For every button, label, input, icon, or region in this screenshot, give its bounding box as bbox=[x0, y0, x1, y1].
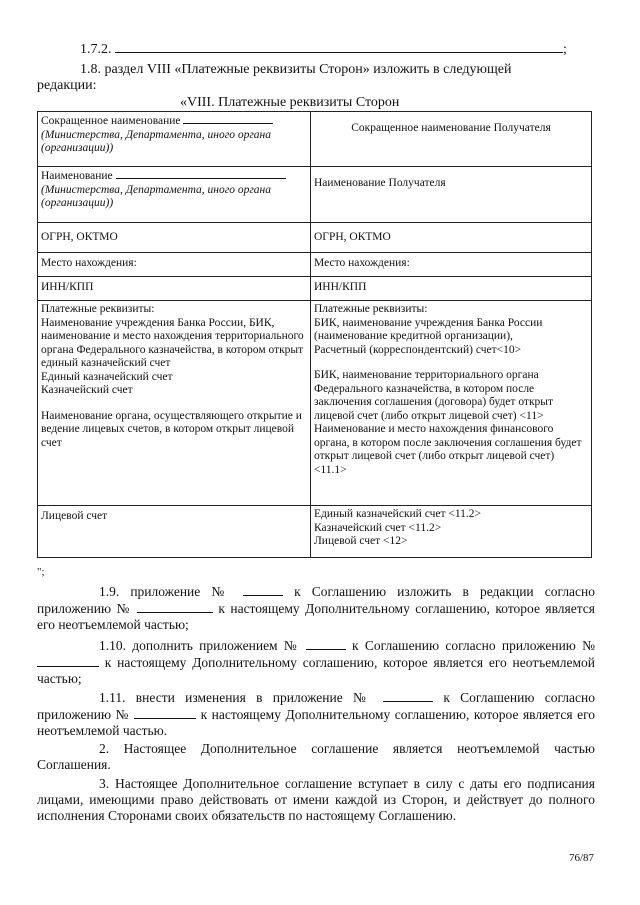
blank-line bbox=[243, 583, 283, 596]
cell-right bbox=[311, 253, 592, 277]
cell-left bbox=[38, 253, 311, 277]
cell-right bbox=[311, 223, 592, 253]
cell-text: Место нахождения: bbox=[41, 257, 137, 269]
cell-text: Наименование bbox=[41, 170, 113, 182]
cell-text: Лицевой счет <12> bbox=[314, 535, 408, 547]
cell-text: Место нахождения: bbox=[314, 257, 410, 269]
blank-line bbox=[137, 600, 213, 613]
text: к Соглашению согласно приложению № bbox=[37, 690, 595, 722]
text: 1.9. приложение № bbox=[99, 584, 232, 599]
table-title: «VIII. Платежные реквизиты Сторон bbox=[180, 95, 400, 110]
blank-line bbox=[183, 114, 273, 124]
item-1-8-line2: редакции: bbox=[37, 78, 97, 93]
cell-left bbox=[38, 112, 311, 167]
cell-text: Наименование Получателя bbox=[314, 177, 446, 189]
blank-line bbox=[37, 654, 99, 667]
spacer bbox=[314, 357, 588, 369]
cell-text: Лицевой счет bbox=[41, 510, 108, 522]
table-row bbox=[38, 277, 592, 301]
text: к настоящему Дополнительному соглашению, которое является его неотъемлемой частью. bbox=[37, 707, 596, 738]
item-1-7-2-label: 1.7.2. bbox=[80, 42, 112, 57]
payment-details-table bbox=[37, 111, 592, 558]
cell-text: Казначейский счет <11.2> bbox=[314, 521, 442, 534]
cell-text: ОГРН, ОКТМО bbox=[41, 231, 118, 243]
cell-left bbox=[38, 223, 311, 253]
cell-text: ОГРН, ОКТМО bbox=[314, 231, 391, 243]
spacer bbox=[41, 398, 307, 410]
item-1-7-2 bbox=[80, 40, 567, 58]
cell-text: Платежные реквизиты: bbox=[314, 303, 428, 315]
cell-text: Платежные реквизиты: bbox=[41, 303, 155, 315]
text: к настоящему Дополнительному соглашению, которое является его неотъемлемой частью; bbox=[37, 601, 596, 632]
paragraph-3: 3. Настоящее Дополнительное соглашение вступает в силу с даты его подписания лицами, имеющими право действовать от имени каждой из Сторон, и действует до полного исполнения Сторонами своих обязательств по настоящему Соглашению. bbox=[37, 776, 595, 823]
cell-right bbox=[311, 112, 592, 167]
item-1-7-2-end: ; bbox=[563, 42, 567, 57]
cell-text: Единый казначейский счет <11.2> bbox=[314, 508, 482, 520]
cell-text: Расчетный (корреспондентский) счет<10> bbox=[314, 343, 522, 356]
table-row bbox=[38, 223, 592, 253]
paragraph-1-11 bbox=[37, 689, 595, 739]
item-1-8-line1: 1.8. раздел VIII «Платежные реквизиты Сторон» изложить в следующей bbox=[80, 62, 512, 77]
cell-text: Наименование учреждения Банка России, БИК, наименование и место нахождения территориального органа Федерального казначейства, в котором открыт единый казначейский счет bbox=[41, 316, 304, 369]
cell-right bbox=[311, 277, 592, 301]
text: 1.10. дополнить приложением № bbox=[99, 638, 300, 653]
blank-line bbox=[116, 169, 286, 179]
cell-text: Наименование органа, осуществляющего открытие и ведение лицевых счетов, в котором открыт лицевой счет bbox=[41, 409, 302, 449]
cell-text: Сокращенное наименование Получателя bbox=[351, 122, 551, 134]
paragraph-2: 2. Настоящее Дополнительное соглашение является неотъемлемой частью Соглашения. bbox=[37, 741, 595, 772]
cell-left bbox=[38, 167, 311, 223]
table-closing-mark: "; bbox=[37, 566, 45, 578]
text: к Соглашению изложить в редакции согласно приложению № bbox=[37, 584, 596, 616]
blank-line bbox=[115, 40, 563, 53]
cell-left bbox=[38, 277, 311, 301]
blank-line bbox=[306, 637, 346, 650]
table-row bbox=[38, 506, 592, 558]
table-row bbox=[38, 253, 592, 277]
blank-line bbox=[134, 706, 196, 719]
text: к настоящему Дополнительному соглашению, которое является его неотъемлемой частью; bbox=[37, 655, 595, 686]
page-number: 76/87 bbox=[568, 852, 594, 864]
cell-text: Единый казначейский счет bbox=[41, 370, 173, 383]
cell-right bbox=[311, 167, 592, 223]
table-row bbox=[38, 112, 592, 167]
cell-note: (Министерства, Департамента, иного органа (организации)) bbox=[41, 128, 272, 154]
cell-right bbox=[311, 301, 592, 506]
cell-left bbox=[38, 301, 311, 506]
blank-line bbox=[383, 689, 433, 702]
cell-text: БИК, наименование учреждения Банка России (наименование кредитной организации), bbox=[314, 316, 543, 342]
table-row bbox=[38, 301, 592, 506]
cell-left bbox=[38, 506, 311, 558]
cell-text: Сокращенное наименование bbox=[41, 115, 181, 127]
cell-note: (Министерства, Департамента, иного органа (организации)) bbox=[41, 183, 272, 209]
cell-right bbox=[311, 506, 592, 558]
paragraph-1-10 bbox=[37, 637, 595, 687]
cell-text: ИНН/КПП bbox=[41, 281, 94, 293]
cell-text: ИНН/КПП bbox=[314, 281, 367, 293]
text: 1.11. внести изменения в приложение № bbox=[99, 690, 373, 705]
cell-text: Казначейский счет bbox=[41, 384, 133, 396]
cell-text: Наименование и место нахождения финансового органа, в котором после заключения соглашения будет открыт лицевой счет (либо открыт лицевой счет) <11.1> bbox=[314, 423, 582, 476]
cell-text: БИК, наименование территориального органа Федерального казначейства, в котором после заключения соглашения (договора) будет открыт лицевой счет (либо открыт лицевой счет) <11> bbox=[314, 369, 554, 422]
table-row bbox=[38, 167, 592, 223]
paragraph-1-9 bbox=[37, 583, 595, 633]
text: к Соглашению согласно приложению № bbox=[352, 638, 595, 653]
